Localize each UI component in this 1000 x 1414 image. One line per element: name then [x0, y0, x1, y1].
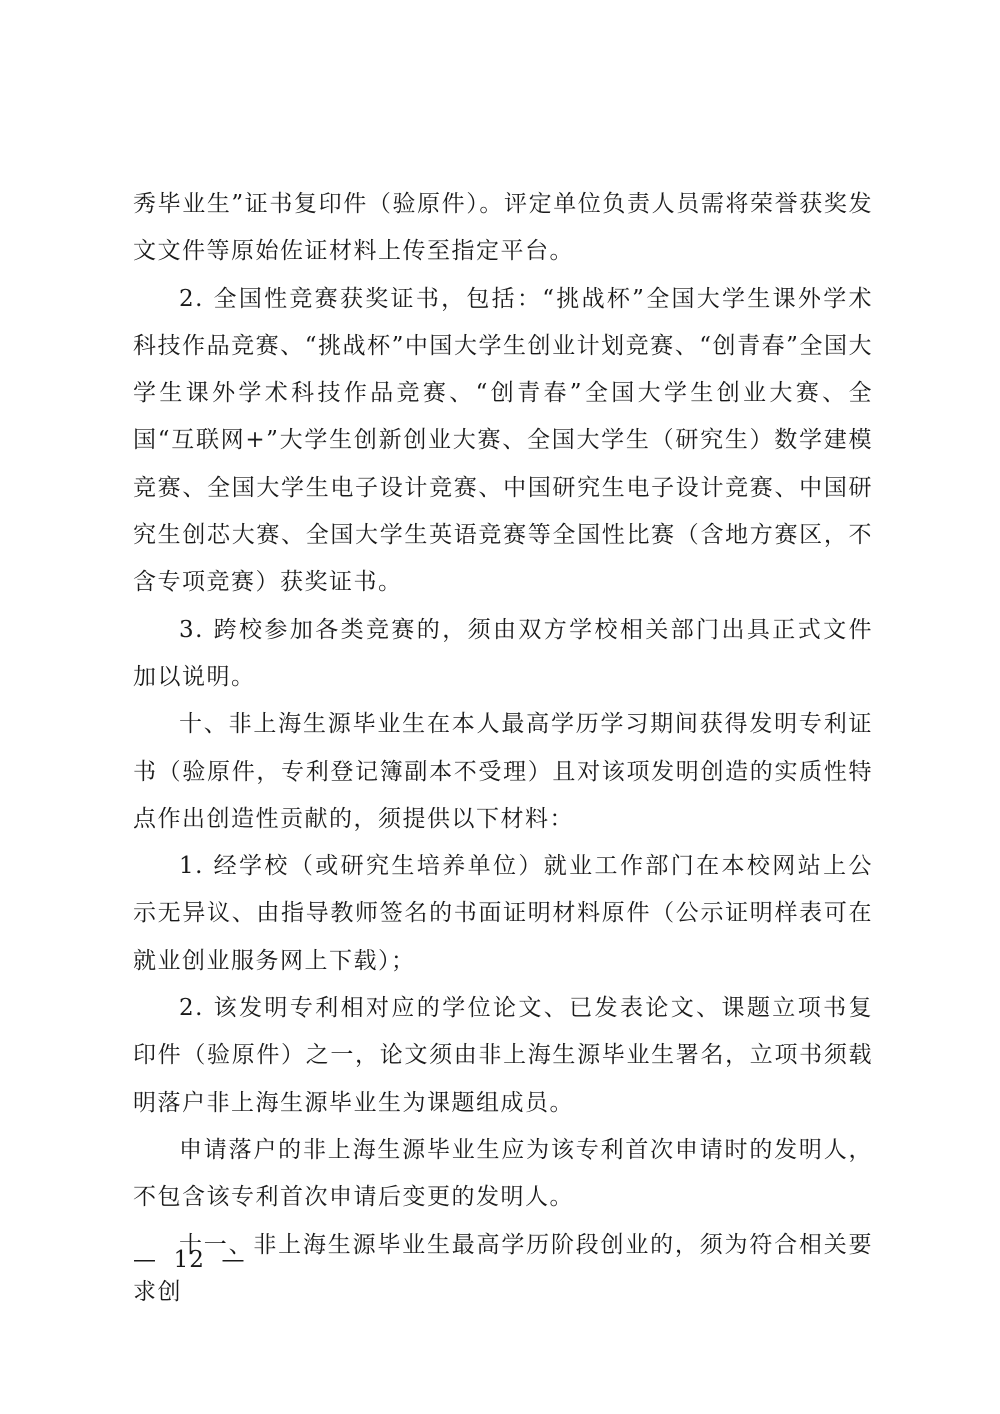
paragraph-section-10: 十、非上海生源毕业生在本人最高学历学习期间获得发明专利证书（验原件，专利登记簿副本不受理）且对该项发明创造的实质性特点作出创造性贡献的，须提供以下材料：	[133, 711, 873, 832]
page-number: — 12 —	[133, 1247, 246, 1273]
paragraph-inventor-note: 申请落户的非上海生源毕业生应为该专利首次申请时的发明人，不包含该专利首次申请后变更的发明人。	[133, 1136, 873, 1211]
paragraph-item-1-proof: 1. 经学校（或研究生培养单位）就业工作部门在本校网站上公示无异议、由指导教师签名的书面证明材料原件（公示证明样表可在就业创业服务网上下载）；	[133, 853, 873, 974]
paragraph-section-11: 十一、非上海生源毕业生最高学历阶段创业的，须为符合相关要求创	[133, 1231, 873, 1305]
paragraph-item-2-competitions: 2. 全国性竞赛获奖证书，包括：“挑战杯”全国大学生课外学术科技作品竞赛、“挑战杯”中国大学生创业计划竞赛、“创青春”全国大学生课外学术科技作品竞赛、“创青春”全国大学生创业大赛、全国“互联网+”大学生创新创业大赛、全国大学生（研究生）数学建模竞赛、全国大学生电子设计竞赛、中国研究生电子设计竞赛、中国研究生创芯大赛、全国大学生英语竞赛等全国性比赛（含地方赛区，不含专项竞赛）获奖证书。	[133, 285, 873, 596]
paragraph-item-2-thesis: 2. 该发明专利相对应的学位论文、已发表论文、课题立项书复印件（验原件）之一，论文须由非上海生源毕业生署名，立项书须载明落户非上海生源毕业生为课题组成员。	[133, 995, 873, 1116]
paragraph-continuation: 秀毕业生”证书复印件（验原件）。评定单位负责人员需将荣誉获奖发文文件等原始佐证材料上传至指定平台。	[133, 191, 873, 265]
paragraph-item-3-cross-school: 3. 跨校参加各类竞赛的，须由双方学校相关部门出具正式文件加以说明。	[133, 616, 873, 690]
document-body	[133, 181, 873, 1316]
